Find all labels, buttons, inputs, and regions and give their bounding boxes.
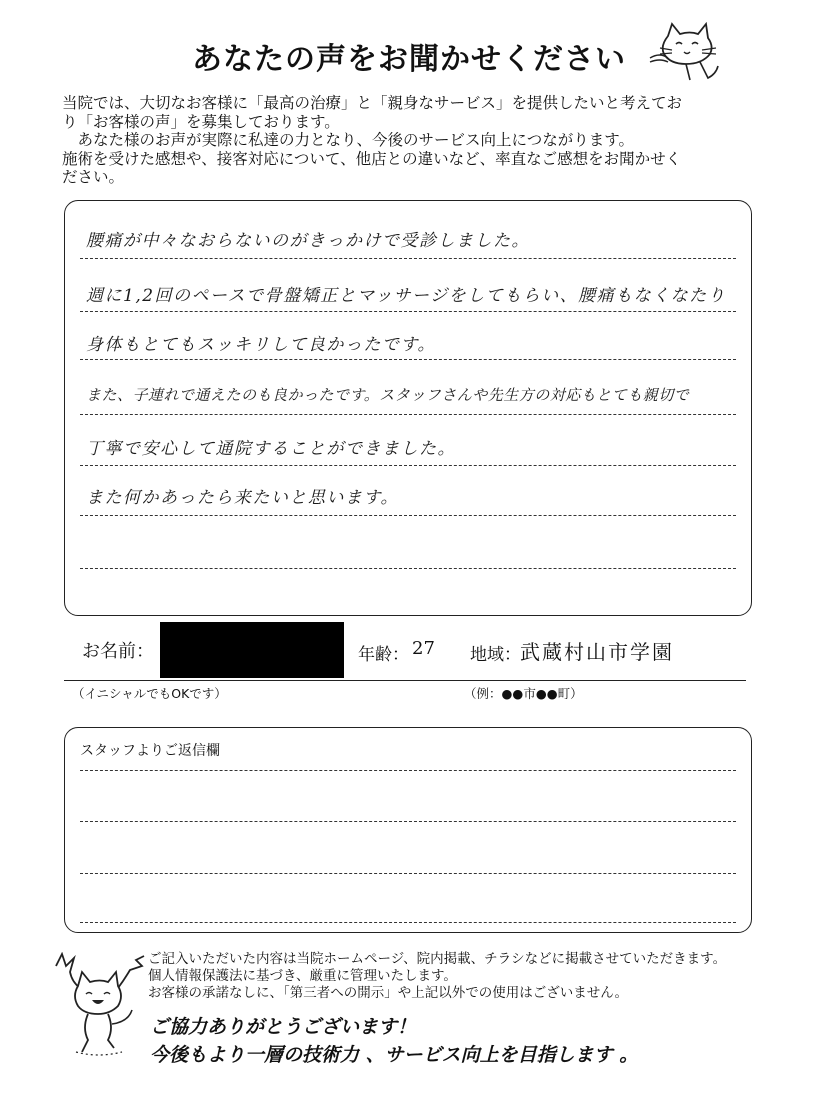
footer-notice bbox=[148, 951, 726, 1002]
name-note: （イニシャルでもOKです） bbox=[72, 686, 227, 701]
redacted-name bbox=[160, 622, 344, 678]
intro-text bbox=[62, 94, 778, 187]
name-underline bbox=[64, 680, 746, 681]
staff-reply-label: スタッフよりご返信欄 bbox=[80, 743, 220, 759]
cat-illustration-icon bbox=[646, 22, 726, 84]
region-label: 地域： bbox=[470, 645, 521, 665]
cat-cheering-icon bbox=[52, 952, 150, 1062]
age-label: 年齢： bbox=[358, 645, 409, 665]
dashed-rule bbox=[80, 311, 736, 312]
dashed-rule bbox=[80, 414, 736, 415]
intro-line: ださい。 bbox=[62, 168, 125, 186]
dashed-rule bbox=[80, 359, 736, 360]
thanks-message: ご協力ありがとうございます！ bbox=[150, 1016, 417, 1038]
intro-line: 当院では、大切なお客様に「最高の治療」と「親身なサービス」を提供したいと考えてお bbox=[62, 94, 683, 112]
page-title: あなたの声をお聞かせください bbox=[192, 42, 626, 77]
feedback-line: 腰痛が中々なおらないのがきっかけで受診しました。 bbox=[86, 231, 530, 251]
dashed-rule bbox=[80, 770, 736, 771]
dashed-rule bbox=[80, 568, 736, 569]
feedback-line: 丁寧で安心して通院することができました。 bbox=[86, 439, 456, 459]
name-label: お名前： bbox=[82, 641, 154, 662]
dashed-rule bbox=[80, 821, 736, 822]
region-value: 武蔵村山市学園 bbox=[520, 640, 674, 664]
dashed-rule bbox=[80, 873, 736, 874]
footer-line: お客様の承諾なしに、「第三者への開示」や上記以外での使用はございません。 bbox=[148, 985, 629, 1001]
region-note: （例：●●市●●町） bbox=[464, 686, 583, 701]
intro-line: あなた様のお声が実際に私達の力となり、今後のサービス向上につながります。 bbox=[77, 131, 634, 149]
footer-line: ご記入いただいた内容は当院ホームページ、院内掲載、チラシなどに掲載させていただきます。 bbox=[148, 951, 727, 967]
dashed-rule bbox=[80, 515, 736, 516]
dashed-rule bbox=[80, 465, 736, 466]
intro-line: り「お客様の声」を募集しております。 bbox=[62, 112, 340, 131]
commitment-message: 今後もより一層の技術力 、サービス向上を目指します 。 bbox=[150, 1044, 639, 1066]
feedback-line: また、子連れで通えたのも良かったです。スタッフさんや先生方の対応もとても親切で bbox=[86, 386, 690, 404]
intro-line: 施術を受けた感想や、接客対応について、他店との違いなど、率直なご感想をお聞かせく bbox=[62, 149, 682, 168]
dashed-rule bbox=[80, 258, 736, 259]
feedback-line: 身体もとてもスッキリして良かったです。 bbox=[86, 335, 436, 355]
feedback-line: また何かあったら来たいと思います。 bbox=[86, 488, 399, 508]
footer-line: 個人情報保護法に基づき、厳重に管理いたします。 bbox=[148, 968, 457, 984]
feedback-box bbox=[64, 200, 752, 616]
feedback-line: 週に1,2回のペースで骨盤矯正とマッサージをしてもらい、腰痛もなくなたり bbox=[86, 286, 727, 306]
dashed-rule bbox=[80, 922, 736, 923]
age-value: 27 bbox=[412, 638, 435, 659]
